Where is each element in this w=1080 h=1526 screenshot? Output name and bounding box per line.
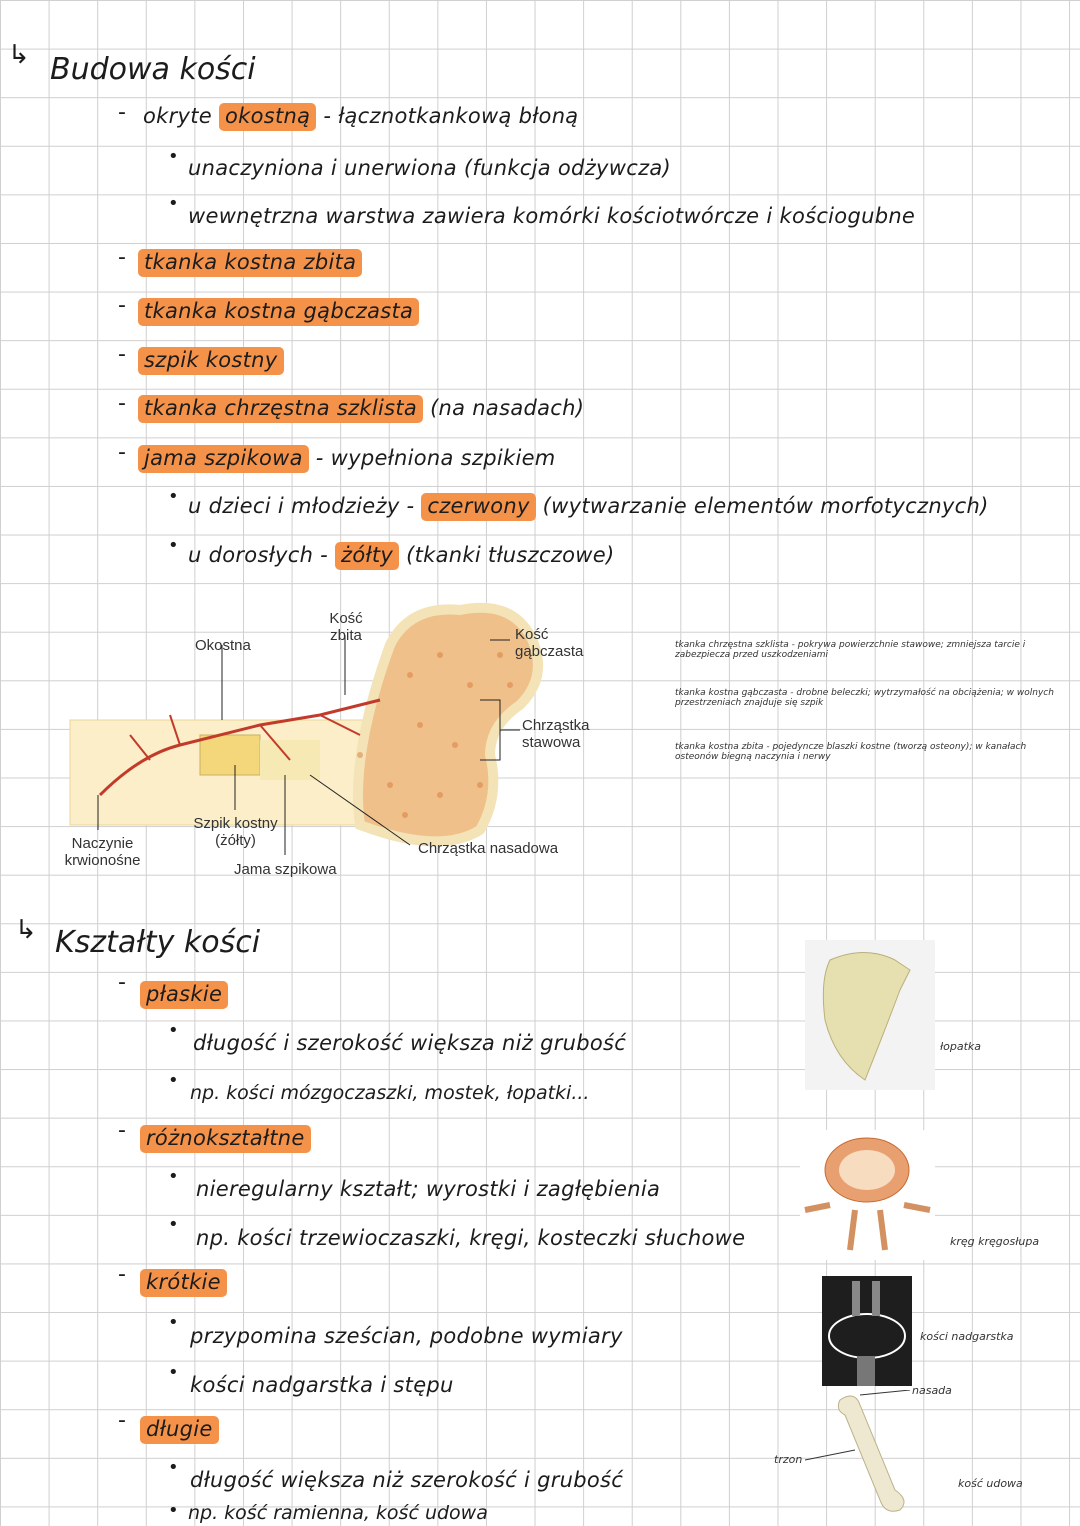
- line-unaczyniona: unaczyniona i unerwiona (funkcja odżywcza): [188, 156, 672, 180]
- bullet-dash: -: [118, 1408, 126, 1433]
- bullet-dot: •: [168, 193, 179, 214]
- group-plaskie: płaskie: [140, 982, 228, 1006]
- group-roznoksztaltne: różnokształtne: [140, 1126, 311, 1150]
- line-wewnetrzna: wewnętrzna warstwa zawiera komórki kościotwórcze i kościogubne: [188, 204, 916, 228]
- bullet-dash: -: [118, 245, 126, 270]
- femur-shape: [838, 1396, 904, 1511]
- point: długość większa niż szerokość i grubość: [190, 1468, 624, 1492]
- bullet-dash: -: [118, 391, 126, 416]
- line-zbita: tkanka kostna zbita: [138, 250, 362, 274]
- bullet-dash: -: [118, 440, 126, 465]
- line-szpik: szpik kostny: [138, 348, 284, 372]
- group-krotkie: krótkie: [140, 1270, 227, 1294]
- femur-image: [800, 1390, 930, 1520]
- note-gabczasta: tkanka kostna gąbczasta - drobne beleczki; wytrzymałość na obciążenia; w wolnych przestrzeniach znajduje się szpik: [675, 688, 1054, 708]
- label-chrzastka-nasadowa: Chrząstka nasadowa: [418, 840, 559, 857]
- label-okostna: Okostna: [195, 637, 251, 654]
- bullet-dot: •: [168, 146, 179, 167]
- caption-kreg: kręg kręgosłupa: [950, 1235, 1040, 1248]
- label-kosc-zbita: Kość zbita: [329, 610, 363, 644]
- caption-udowa: kość udowa: [958, 1477, 1023, 1490]
- vertebra-image: [800, 1130, 935, 1260]
- highlight-okostna: okostną: [219, 103, 316, 131]
- wrist-xray-image: [822, 1276, 912, 1386]
- point: nieregularny kształt; wyrostki i zagłębienia: [196, 1177, 661, 1201]
- marrow-cavity: [200, 735, 260, 775]
- note-zbita: tkanka kostna zbita - pojedyncze blaszki kostne (tworzą osteony); w kanałach osteonów biegną naczynia i nerwy: [675, 742, 1027, 762]
- point: kości nadgarstka i stępu: [190, 1373, 454, 1397]
- arrow-icon: ↳: [15, 915, 37, 945]
- bullet-dot: •: [168, 486, 179, 507]
- label-jama: Jama szpikowa: [234, 861, 337, 878]
- note-chrzestna: tkanka chrzęstna szklista - pokrywa powierzchnie stawowe; zmniejsza tarcie i zabezpiecza przed uszkodzeniami: [675, 640, 1026, 660]
- bone-head-spongy: [358, 608, 538, 842]
- arrow-icon: ↳: [8, 40, 30, 70]
- scapula-image: [805, 940, 935, 1090]
- label-chrzastka-stawowa: Chrząstka stawowa: [522, 717, 590, 751]
- line-dzieci: u dzieci i młodzieży - czerwony (wytwarzanie elementów morfotycznych): [188, 494, 989, 518]
- label-naczynie: Naczynie krwionośne: [64, 835, 141, 869]
- bullet-dot: •: [168, 1020, 179, 1041]
- bullet-dash: -: [118, 1118, 126, 1143]
- label-szpik: Szpik kostny (żółty): [193, 815, 278, 849]
- line-okryte: okryte okostną - łącznotkankową błoną: [143, 104, 578, 128]
- caption-lopatka: łopatka: [940, 1040, 982, 1053]
- bullet-dot: •: [168, 1362, 179, 1383]
- bullet-dot: •: [168, 535, 179, 556]
- bullet-dash: -: [118, 342, 126, 367]
- line-jama: jama szpikowa - wypełniona szpikiem: [138, 446, 556, 470]
- bullet-dash: -: [118, 1262, 126, 1287]
- section-title-ksztalty: Kształty kości: [55, 925, 261, 960]
- bullet-dot: •: [168, 1500, 179, 1521]
- line-dorosli: u dorosłych - żółty (tkanki tłuszczowe): [188, 543, 614, 567]
- bullet-dash: -: [118, 293, 126, 318]
- point: np. kość ramienna, kość udowa: [188, 1502, 488, 1524]
- bullet-dot: •: [168, 1312, 179, 1333]
- bullet-dash: -: [118, 100, 126, 125]
- caption-nadgarstek: kości nadgarstka: [920, 1330, 1014, 1343]
- bullet-dash: -: [118, 970, 126, 995]
- point: np. kości mózgoczaszki, mostek, łopatki...: [190, 1082, 590, 1104]
- line-chrzestna: tkanka chrzęstna szklista (na nasadach): [138, 396, 584, 420]
- label-kosc-gabczasta: Kość gąbczasta: [515, 626, 584, 660]
- point: długość i szerokość większa niż grubość: [193, 1031, 627, 1055]
- point: np. kości trzewioczaszki, kręgi, kosteczki słuchowe: [196, 1226, 746, 1250]
- section-title-budowa: Budowa kości: [50, 52, 256, 87]
- bullet-dot: •: [168, 1457, 179, 1478]
- caption-nasada: nasada: [912, 1384, 952, 1397]
- scapula-shape: [823, 953, 910, 1081]
- caption-trzon: trzon: [774, 1453, 803, 1466]
- group-dlugie: długie: [140, 1417, 219, 1441]
- bullet-dot: •: [168, 1070, 179, 1091]
- bullet-dot: •: [168, 1166, 179, 1187]
- line-gabczasta: tkanka kostna gąbczasta: [138, 299, 419, 323]
- point: przypomina sześcian, podobne wymiary: [190, 1324, 623, 1348]
- bullet-dot: •: [168, 1214, 179, 1235]
